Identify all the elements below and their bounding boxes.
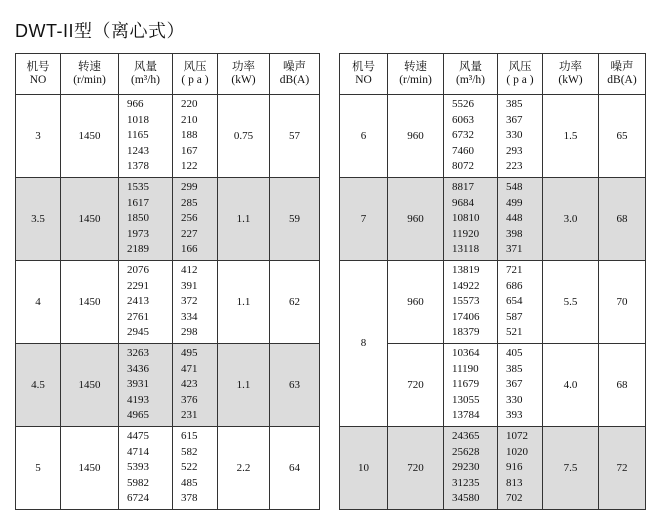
pressure-value: 485 bbox=[181, 476, 198, 489]
flow-value: 2076 bbox=[127, 264, 149, 277]
pressure-value: 654 bbox=[506, 295, 523, 308]
flow-value: 25628 bbox=[452, 445, 480, 458]
pressure-value: 1020 bbox=[506, 445, 528, 458]
pressure-value: 916 bbox=[506, 461, 523, 474]
pressure-cell bbox=[498, 344, 543, 427]
table-row bbox=[16, 261, 320, 344]
model-cell: 6 bbox=[340, 95, 388, 178]
flow-cell bbox=[444, 427, 498, 510]
flow-cell bbox=[119, 261, 173, 344]
pressure-value: 167 bbox=[181, 144, 198, 157]
spec-table-left bbox=[15, 53, 320, 510]
speed-cell: 1450 bbox=[61, 178, 119, 261]
flow-value: 5526 bbox=[452, 98, 474, 111]
power-cell: 5.5 bbox=[543, 261, 599, 344]
pressure-value: 376 bbox=[181, 393, 198, 406]
pressure-value: 385 bbox=[506, 362, 523, 375]
flow-header bbox=[119, 54, 173, 95]
noise-cell: 63 bbox=[270, 344, 320, 427]
pressure-value: 587 bbox=[506, 310, 523, 323]
pressure-value: 210 bbox=[181, 113, 198, 126]
table-row bbox=[16, 427, 320, 510]
flow-value: 18379 bbox=[452, 326, 480, 339]
flow-header-label: 风量 bbox=[134, 61, 157, 73]
pressure-value: 686 bbox=[506, 279, 523, 292]
speed-header bbox=[388, 54, 444, 95]
pressure-value: 393 bbox=[506, 409, 523, 422]
flow-value: 6063 bbox=[452, 113, 474, 126]
speed-cell: 960 bbox=[388, 95, 444, 178]
flow-value: 2945 bbox=[127, 326, 149, 339]
pressure-value: 405 bbox=[506, 347, 523, 360]
noise-cell: 62 bbox=[270, 261, 320, 344]
table-row bbox=[340, 95, 646, 178]
pressure-value: 385 bbox=[506, 98, 523, 111]
pressure-value: 702 bbox=[506, 492, 523, 505]
flow-value: 2413 bbox=[127, 295, 149, 308]
flow-value: 1617 bbox=[127, 196, 149, 209]
flow-value: 4193 bbox=[127, 393, 149, 406]
flow-header-label: 风量 bbox=[459, 61, 482, 73]
flow-value: 6724 bbox=[127, 492, 149, 505]
pressure-value: 367 bbox=[506, 113, 523, 126]
flow-value: 966 bbox=[127, 98, 144, 111]
speed-cell: 1450 bbox=[61, 344, 119, 427]
noise-cell: 65 bbox=[599, 95, 646, 178]
noise-cell: 72 bbox=[599, 427, 646, 510]
noise-cell: 68 bbox=[599, 178, 646, 261]
flow-value: 31235 bbox=[452, 476, 480, 489]
pressure-value: 615 bbox=[181, 430, 198, 443]
model-header-unit: NO bbox=[355, 74, 372, 86]
table-row bbox=[340, 178, 646, 261]
flow-value: 1018 bbox=[127, 113, 149, 126]
flow-value: 3436 bbox=[127, 362, 149, 375]
flow-value: 24365 bbox=[452, 430, 480, 443]
flow-cell bbox=[444, 344, 498, 427]
speed-header-unit: (r/min) bbox=[399, 74, 432, 86]
pressure-cell bbox=[498, 95, 543, 178]
table-row bbox=[16, 178, 320, 261]
power-header-label: 功率 bbox=[559, 61, 582, 73]
model-cell: 3 bbox=[16, 95, 61, 178]
flow-value: 13819 bbox=[452, 264, 480, 277]
flow-value: 11679 bbox=[452, 378, 480, 391]
speed-cell: 720 bbox=[388, 427, 444, 510]
speed-header-label: 转速 bbox=[404, 61, 427, 73]
noise-header bbox=[270, 54, 320, 95]
model-header bbox=[340, 54, 388, 95]
flow-value: 15573 bbox=[452, 295, 480, 308]
noise-cell: 57 bbox=[270, 95, 320, 178]
page-title: DWT-II型（离心式） bbox=[15, 21, 185, 41]
power-cell: 7.5 bbox=[543, 427, 599, 510]
noise-cell: 70 bbox=[599, 261, 646, 344]
flow-header bbox=[444, 54, 498, 95]
pressure-value: 188 bbox=[181, 129, 198, 142]
pressure-value: 285 bbox=[181, 196, 198, 209]
speed-cell: 960 bbox=[388, 261, 444, 344]
pressure-value: 330 bbox=[506, 393, 523, 406]
flow-value: 11190 bbox=[452, 362, 479, 375]
flow-value: 1165 bbox=[127, 129, 149, 142]
pressure-value: 330 bbox=[506, 129, 523, 142]
flow-value: 2189 bbox=[127, 243, 149, 256]
flow-cell bbox=[119, 95, 173, 178]
pressure-cell bbox=[173, 261, 218, 344]
power-cell: 4.0 bbox=[543, 344, 599, 427]
spec-table-right bbox=[339, 53, 646, 510]
flow-value: 1243 bbox=[127, 144, 149, 157]
flow-value: 1378 bbox=[127, 160, 149, 173]
flow-value: 1850 bbox=[127, 212, 149, 225]
flow-header-unit: (m³/h) bbox=[131, 74, 160, 86]
speed-header-label: 转速 bbox=[78, 61, 101, 73]
flow-value: 2761 bbox=[127, 310, 149, 323]
pressure-value: 423 bbox=[181, 378, 198, 391]
model-header-label: 机号 bbox=[26, 61, 50, 73]
flow-value: 7460 bbox=[452, 144, 474, 157]
flow-value: 9684 bbox=[452, 196, 474, 209]
pressure-value: 223 bbox=[506, 160, 523, 173]
pressure-value: 398 bbox=[506, 227, 523, 240]
flow-value: 1535 bbox=[127, 181, 149, 194]
model-header-unit: NO bbox=[29, 74, 47, 86]
pressure-value: 334 bbox=[181, 310, 198, 323]
pressure-value: 227 bbox=[181, 227, 198, 240]
flow-cell bbox=[444, 261, 498, 344]
pressure-header-unit: ( p a ) bbox=[506, 74, 534, 86]
pressure-value: 499 bbox=[506, 196, 523, 209]
power-cell: 1.1 bbox=[218, 261, 270, 344]
flow-value: 5982 bbox=[127, 476, 149, 489]
flow-value: 11920 bbox=[452, 227, 480, 240]
speed-cell: 1450 bbox=[61, 261, 119, 344]
power-cell: 1.5 bbox=[543, 95, 599, 178]
flow-value: 13784 bbox=[452, 409, 480, 422]
pressure-value: 391 bbox=[181, 279, 198, 292]
pressure-cell bbox=[173, 95, 218, 178]
flow-value: 8072 bbox=[452, 160, 474, 173]
speed-header-unit: (r/min) bbox=[73, 74, 106, 86]
speed-cell: 1450 bbox=[61, 427, 119, 510]
header-row bbox=[340, 54, 646, 95]
table-row bbox=[340, 261, 646, 344]
pressure-value: 293 bbox=[506, 144, 523, 157]
pressure-value: 299 bbox=[181, 181, 198, 194]
power-cell: 0.75 bbox=[218, 95, 270, 178]
model-cell: 10 bbox=[340, 427, 388, 510]
pressure-value: 378 bbox=[181, 492, 198, 505]
pressure-cell bbox=[173, 427, 218, 510]
pressure-value: 521 bbox=[506, 326, 523, 339]
flow-value: 29230 bbox=[452, 461, 480, 474]
power-header-unit: (kW) bbox=[231, 74, 256, 86]
power-cell: 2.2 bbox=[218, 427, 270, 510]
flow-cell bbox=[119, 178, 173, 261]
pressure-header-label: 风压 bbox=[183, 61, 207, 73]
speed-header bbox=[61, 54, 119, 95]
pressure-header bbox=[173, 54, 218, 95]
model-header-label: 机号 bbox=[352, 61, 375, 73]
flow-cell bbox=[119, 344, 173, 427]
power-header-label: 功率 bbox=[232, 61, 255, 73]
power-header-unit: (kW) bbox=[558, 74, 583, 86]
pressure-value: 122 bbox=[181, 160, 198, 173]
pressure-value: 298 bbox=[181, 326, 198, 339]
noise-header-unit: dB(A) bbox=[607, 74, 637, 86]
pressure-value: 256 bbox=[181, 212, 198, 225]
pressure-cell bbox=[498, 427, 543, 510]
noise-cell: 64 bbox=[270, 427, 320, 510]
model-cell: 4.5 bbox=[16, 344, 61, 427]
power-cell: 1.1 bbox=[218, 344, 270, 427]
flow-value: 2291 bbox=[127, 279, 149, 292]
speed-cell: 960 bbox=[388, 178, 444, 261]
flow-cell bbox=[444, 178, 498, 261]
table-row bbox=[16, 344, 320, 427]
pressure-value: 412 bbox=[181, 264, 198, 277]
power-header bbox=[218, 54, 270, 95]
model-cell: 4 bbox=[16, 261, 61, 344]
pressure-value: 367 bbox=[506, 378, 523, 391]
pressure-value: 813 bbox=[506, 476, 523, 489]
noise-header-label: 噪声 bbox=[610, 61, 634, 73]
pressure-cell bbox=[173, 178, 218, 261]
noise-header-label: 噪声 bbox=[283, 61, 306, 73]
noise-header-unit: dB(A) bbox=[279, 74, 310, 86]
speed-cell: 1450 bbox=[61, 95, 119, 178]
table-row bbox=[340, 427, 646, 510]
pressure-value: 231 bbox=[181, 409, 198, 422]
noise-cell: 59 bbox=[270, 178, 320, 261]
flow-value: 34580 bbox=[452, 492, 480, 505]
flow-header-unit: (m³/h) bbox=[456, 74, 485, 86]
pressure-value: 448 bbox=[506, 212, 523, 225]
header-row bbox=[16, 54, 320, 95]
flow-value: 13118 bbox=[452, 243, 480, 256]
table-row bbox=[16, 95, 320, 178]
pressure-value: 582 bbox=[181, 445, 198, 458]
flow-cell bbox=[444, 95, 498, 178]
flow-value: 4714 bbox=[127, 445, 149, 458]
flow-value: 5393 bbox=[127, 461, 149, 474]
speed-cell: 720 bbox=[388, 344, 444, 427]
pressure-value: 1072 bbox=[506, 430, 528, 443]
pressure-value: 372 bbox=[181, 295, 198, 308]
flow-value: 4965 bbox=[127, 409, 149, 422]
pressure-value: 220 bbox=[181, 98, 198, 111]
pressure-value: 495 bbox=[181, 347, 198, 360]
pressure-cell bbox=[173, 344, 218, 427]
noise-header bbox=[599, 54, 646, 95]
flow-value: 13055 bbox=[452, 393, 480, 406]
model-cell: 8 bbox=[340, 261, 388, 427]
flow-value: 1973 bbox=[127, 227, 149, 240]
pressure-value: 371 bbox=[506, 243, 523, 256]
flow-value: 3931 bbox=[127, 378, 149, 391]
power-cell: 3.0 bbox=[543, 178, 599, 261]
model-cell: 7 bbox=[340, 178, 388, 261]
model-header bbox=[16, 54, 61, 95]
flow-value: 17406 bbox=[452, 310, 480, 323]
power-cell: 1.1 bbox=[218, 178, 270, 261]
flow-cell bbox=[119, 427, 173, 510]
pressure-cell bbox=[498, 261, 543, 344]
power-header bbox=[543, 54, 599, 95]
flow-value: 10810 bbox=[452, 212, 480, 225]
pressure-header-unit: ( p a ) bbox=[181, 74, 209, 86]
flow-value: 8817 bbox=[452, 181, 474, 194]
pressure-value: 522 bbox=[181, 461, 198, 474]
pressure-value: 548 bbox=[506, 181, 523, 194]
pressure-value: 471 bbox=[181, 362, 198, 375]
noise-cell: 68 bbox=[599, 344, 646, 427]
pressure-header-label: 风压 bbox=[508, 61, 532, 73]
pressure-value: 166 bbox=[181, 243, 198, 256]
flow-value: 6732 bbox=[452, 129, 474, 142]
flow-value: 3263 bbox=[127, 347, 149, 360]
flow-value: 10364 bbox=[452, 347, 480, 360]
model-cell: 3.5 bbox=[16, 178, 61, 261]
pressure-header bbox=[498, 54, 543, 95]
flow-value: 4475 bbox=[127, 430, 149, 443]
model-cell: 5 bbox=[16, 427, 61, 510]
pressure-value: 721 bbox=[506, 264, 523, 277]
flow-value: 14922 bbox=[452, 279, 480, 292]
pressure-cell bbox=[498, 178, 543, 261]
